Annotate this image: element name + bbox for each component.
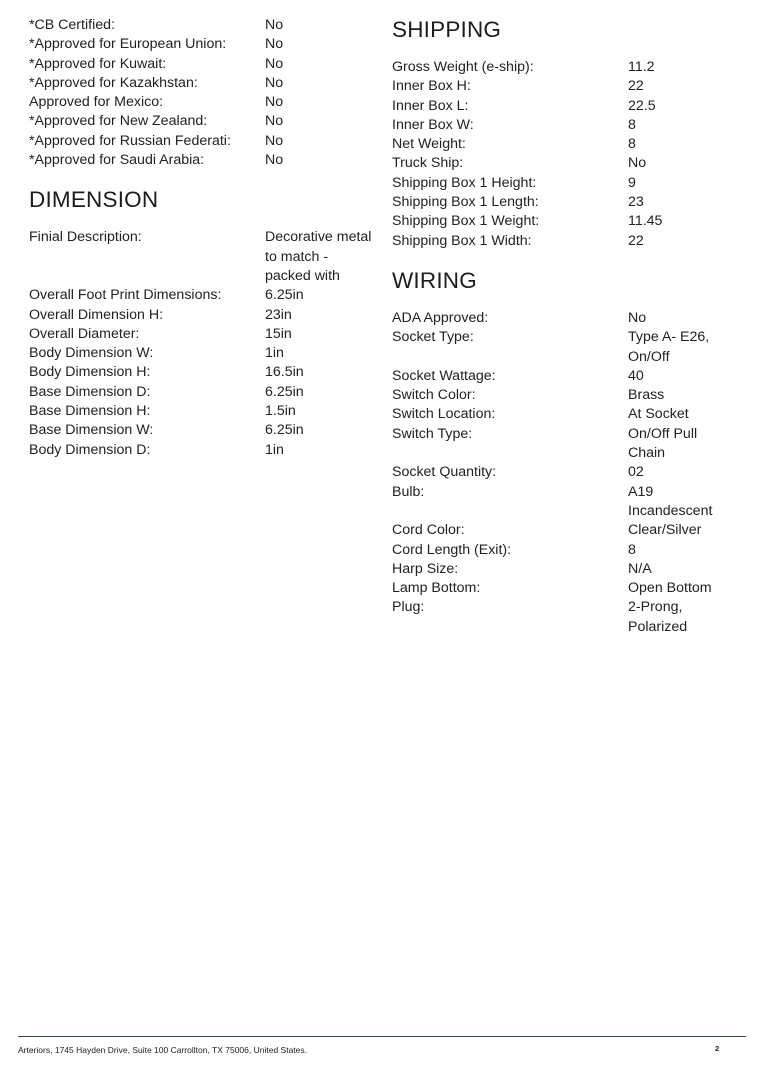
spec-value: 6.25in (265, 287, 304, 304)
right-column (392, 16, 742, 637)
spec-row (392, 135, 742, 154)
spec-label: *Approved for New Zealand: (29, 113, 208, 130)
spec-row (392, 579, 742, 598)
spec-value: 22 (628, 78, 644, 95)
spec-value: No (265, 36, 284, 53)
spec-label: Gross Weight (e-ship): (392, 59, 534, 75)
spec-value: Open Bottom (628, 580, 712, 597)
spec-value: No (265, 132, 284, 149)
footer-divider (18, 1036, 746, 1037)
spec-label: Inner Box L: (392, 97, 469, 114)
spec-row (29, 112, 374, 131)
spec-value: No (265, 74, 284, 91)
spec-row (29, 441, 374, 460)
spec-row (392, 598, 742, 637)
spec-row (392, 541, 742, 560)
spec-row (392, 58, 742, 77)
spec-value: Type A- E26, On/Off (628, 329, 710, 365)
spec-value: No (628, 309, 647, 326)
spec-value: 1in (265, 441, 284, 458)
shipping-list (392, 58, 742, 251)
spec-value: 6.25in (265, 422, 304, 439)
spec-value: 1in (265, 345, 284, 362)
spec-row (29, 151, 374, 170)
dimension-list (29, 228, 374, 460)
spec-row (29, 383, 374, 402)
spec-row (392, 405, 742, 424)
spec-label: Switch Color: (392, 387, 476, 404)
spec-row (29, 35, 374, 54)
spec-label: Switch Type: (392, 425, 473, 442)
spec-label: Truck Ship: (392, 155, 464, 172)
spec-label: *Approved for Kuwait: (29, 55, 167, 72)
page-number: 2 (715, 1044, 720, 1053)
spec-row (29, 74, 374, 93)
spec-label: Body Dimension D: (29, 441, 151, 458)
spec-row (392, 97, 742, 116)
spec-value: 02 (628, 464, 644, 481)
spec-label: Plug: (392, 599, 425, 616)
spec-label: Socket Type: (392, 329, 474, 346)
spec-label: *Approved for European Union: (29, 36, 227, 53)
spec-label: Shipping Box 1 Length: (392, 194, 539, 211)
spec-value: Brass (628, 387, 665, 404)
spec-label: Base Dimension D: (29, 383, 151, 400)
spec-value: Decorative metal to match - packed with (265, 229, 372, 284)
spec-label: Overall Diameter: (29, 325, 140, 342)
spec-row (29, 16, 374, 35)
spec-row (392, 463, 742, 482)
spec-value: 23in (265, 306, 292, 323)
spec-value: 8 (628, 541, 636, 558)
spec-value: N/A (628, 560, 652, 577)
spec-row (392, 328, 742, 367)
spec-row (392, 560, 742, 579)
footer-address: Arteriors, 1745 Hayden Drive, Suite 100 Carrollton, TX 75006, United States. (18, 1045, 307, 1055)
spec-value: 40 (628, 367, 644, 384)
spec-value: 9 (628, 174, 636, 191)
spec-value: No (265, 94, 284, 111)
spec-row (392, 521, 742, 540)
spec-value: 1.5in (265, 403, 296, 420)
spec-row (392, 367, 742, 386)
spec-value: 2-Prong, Polarized (628, 599, 688, 635)
spec-label: Approved for Mexico: (29, 94, 164, 111)
spec-row (29, 286, 374, 305)
spec-row (392, 193, 742, 212)
spec-label: Inner Box H: (392, 78, 471, 95)
spec-label: Bulb: (392, 483, 425, 500)
spec-label: Overall Foot Print Dimensions: (29, 287, 222, 304)
spec-label: Shipping Box 1 Weight: (392, 213, 540, 230)
spec-value: 15in (265, 325, 292, 342)
spec-row (29, 228, 374, 286)
spec-value: 8 (628, 116, 636, 133)
spec-value: 23 (628, 194, 644, 211)
spec-row (392, 309, 742, 328)
spec-row (392, 483, 742, 522)
spec-value: On/Off Pull Chain (628, 425, 698, 462)
left-column (29, 16, 374, 460)
wiring-list (392, 309, 742, 637)
spec-label: Cord Color: (392, 522, 465, 539)
spec-value: No (265, 55, 284, 72)
spec-value: No (265, 17, 284, 33)
spec-value: 22.5 (628, 97, 656, 114)
spec-value: A19 Incandescent (628, 483, 713, 519)
spec-label: Body Dimension H: (29, 364, 151, 381)
spec-row (392, 386, 742, 405)
spec-label: Net Weight: (392, 136, 466, 153)
spec-row (29, 55, 374, 74)
spec-label: Base Dimension W: (29, 422, 154, 439)
spec-row (392, 77, 742, 96)
spec-label: Socket Quantity: (392, 464, 497, 481)
spec-label: Finial Description: (29, 229, 142, 246)
spec-row (392, 154, 742, 173)
approvals-list (29, 16, 374, 170)
spec-value: No (628, 155, 647, 172)
spec-label: Shipping Box 1 Width: (392, 232, 532, 249)
spec-label: Socket Wattage: (392, 367, 496, 384)
spec-value: 11.45 (628, 213, 663, 230)
spec-row (29, 402, 374, 421)
spec-label: Body Dimension W: (29, 345, 154, 362)
spec-value: 6.25in (265, 383, 304, 400)
spec-value: 8 (628, 136, 636, 153)
section-heading-wiring: WIRING (392, 267, 477, 293)
spec-row (29, 93, 374, 112)
spec-row (29, 421, 374, 440)
spec-row (29, 306, 374, 325)
spec-label: Inner Box W: (392, 116, 474, 133)
spec-row (392, 174, 742, 193)
spec-row (392, 232, 742, 251)
spec-label: Shipping Box 1 Height: (392, 174, 537, 191)
spec-label: *Approved for Saudi Arabia: (29, 152, 205, 169)
spec-label: Lamp Bottom: (392, 580, 481, 597)
spec-row (29, 363, 374, 382)
spec-row (392, 212, 742, 231)
spec-label: Cord Length (Exit): (392, 541, 512, 558)
spec-row (392, 425, 742, 464)
spec-label: Harp Size: (392, 560, 459, 577)
spec-row (29, 344, 374, 363)
spec-label: Base Dimension H: (29, 403, 151, 420)
spec-row (392, 116, 742, 135)
spec-value: 22 (628, 232, 644, 249)
spec-value: No (265, 152, 284, 169)
spec-label: *Approved for Kazakhstan: (29, 74, 198, 91)
spec-value: 11.2 (628, 59, 655, 75)
spec-label: Switch Location: (392, 406, 496, 423)
spec-value: 16.5in (265, 364, 304, 381)
spec-label: *Approved for Russian Federati: (29, 132, 231, 149)
spec-label: Overall Dimension H: (29, 306, 164, 323)
section-heading-shipping: SHIPPING (392, 17, 502, 42)
spec-value: No (265, 113, 284, 130)
spec-label: ADA Approved: (392, 309, 489, 326)
spec-value: Clear/Silver (628, 522, 702, 539)
spec-row (29, 132, 374, 151)
spec-label: *CB Certified: (29, 17, 115, 33)
section-heading-dimension: DIMENSION (29, 187, 159, 213)
spec-value: At Socket (628, 406, 689, 423)
spec-row (29, 325, 374, 344)
